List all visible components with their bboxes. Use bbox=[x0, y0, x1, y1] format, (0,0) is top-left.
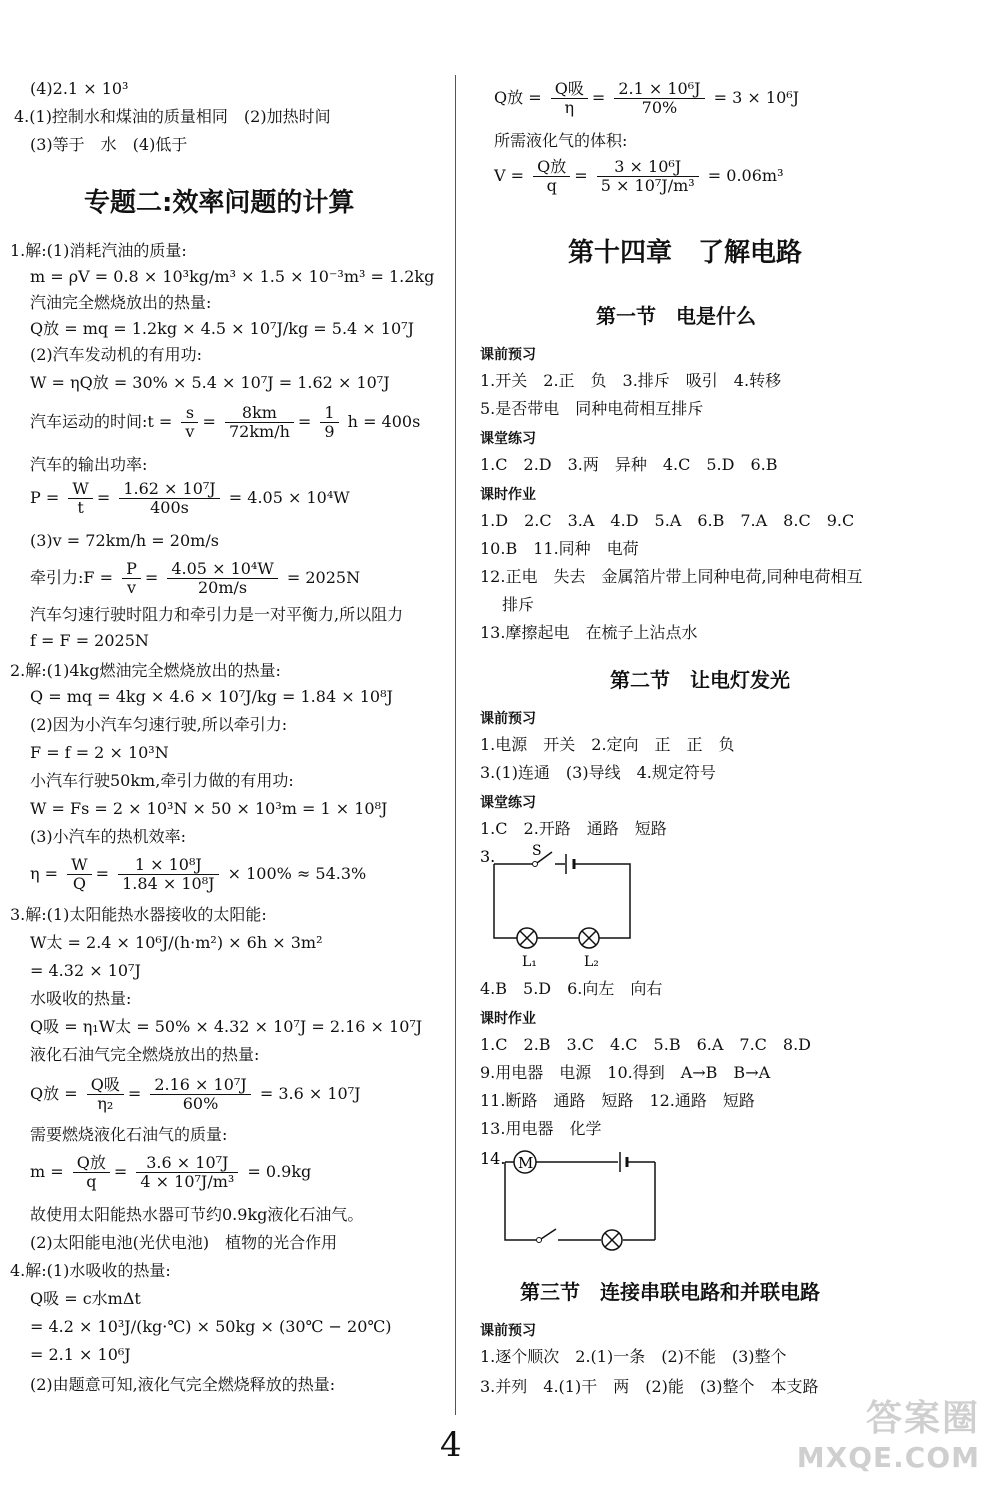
lamp-l2-icon bbox=[579, 928, 599, 948]
text-line: 1.解:(1)消耗汽油的质量: bbox=[10, 241, 187, 260]
equation-force: 牵引力:F = $\frac{P}{v}$ = $\frac{\text{4.05 × 10⁴W}}{20m/s}$ = 2025N bbox=[30, 559, 361, 597]
equation-heat-needed: Q放 = $\frac{\text{Q吸}}{\eta}$ = $\frac{\text{2.1 × 10⁶J}}{70\%}$ = 3 × 10⁶J bbox=[494, 79, 800, 117]
series-circuit-diagram bbox=[470, 842, 670, 972]
motor-circuit-diagram bbox=[470, 1144, 700, 1256]
text-line: 2.解:(1)4kg燃油完全燃烧放出的热量: bbox=[10, 661, 281, 680]
motor-icon bbox=[514, 1151, 536, 1173]
text-line: 13.用电器 化学 bbox=[480, 1119, 602, 1138]
equation-time: 汽车运动的时间:t = $\frac{s}{v}$ = $\frac{8km}{72km/h}$ = $\frac{1}{9}$ h = 400s bbox=[30, 403, 421, 441]
equation-efficiency: η = $\frac{W}{Q}$ = $\frac{\text{1 × 10⁸J}}{\text{1.84 × 10⁸J}}$ × 100% ≈ 54.3% bbox=[30, 855, 367, 893]
text-line: 小汽车行驶50km,牵引力做的有用功: bbox=[30, 771, 294, 790]
chapter-title: 第十四章 了解电路 bbox=[568, 238, 803, 268]
text-line: 所需液化气的体积: bbox=[494, 131, 628, 150]
text-line: 11.断路 通路 短路 12.通路 短路 bbox=[480, 1091, 755, 1110]
equation-heat-released: Q放 = $\frac{\text{Q吸}}{\text{η₂}}$ = $\frac{\text{2.16 × 10⁷J}}{60\%}$ = 3.6 × 10⁷J bbox=[30, 1075, 361, 1113]
wire bbox=[578, 864, 630, 938]
text-line: m = ρV = 0.8 × 10³kg/m³ × 1.5 × 10⁻³m³ = 1.2kg bbox=[30, 267, 435, 286]
sub-label: 课时作业 bbox=[480, 1011, 536, 1027]
text-line: (3)小汽车的热机效率: bbox=[30, 827, 187, 846]
text-line: W太 = 2.4 × 10⁶J/(h·m²) × 6h × 3m² bbox=[30, 933, 323, 952]
text-line: (3)等于 水 (4)低于 bbox=[30, 135, 188, 154]
switch-contact bbox=[533, 862, 538, 867]
text-line: Q = mq = 4kg × 4.6 × 10⁷J/kg = 1.84 × 10⁸J bbox=[30, 687, 393, 706]
text-line: (2)由题意可知,液化气完全燃烧释放的热量: bbox=[30, 1375, 336, 1394]
text-line: 1.电源 开关 2.定向 正 正 负 bbox=[480, 735, 735, 754]
equation-power: P = $\frac{W}{t}$ = $\frac{\text{1.62 × 10⁷J}}{400s}$ = 4.05 × 10⁴W bbox=[30, 479, 350, 517]
text-line: 12.正电 失去 金属箔片带上同种电荷,同种电荷相互 bbox=[480, 567, 863, 586]
equation-volume: V = $\frac{\text{Q放}}{q}$ = $\frac{\text{3 × 10⁶J}}{\text{5 × 10⁷J/m³}}$ = 0.06m³ bbox=[494, 157, 784, 195]
text-line: Q吸 = η₁W太 = 50% × 4.32 × 10⁷J = 2.16 × 10⁷J bbox=[30, 1017, 423, 1036]
lamp-label: L₂ bbox=[584, 954, 599, 970]
wire bbox=[494, 864, 517, 938]
text-line: 4.(1)控制水和煤油的质量相同 (2)加热时间 bbox=[14, 107, 331, 126]
watermark-text: 答案圈 bbox=[865, 1398, 980, 1439]
text-line: (2)汽车发动机的有用功: bbox=[30, 345, 203, 364]
text-line: W = ηQ放 = 30% × 5.4 × 10⁷J = 1.62 × 10⁷J bbox=[30, 373, 390, 392]
text-line: 排斥 bbox=[502, 595, 535, 614]
text-line: 4.B 5.D 6.向左 向右 bbox=[480, 979, 663, 998]
text-line: (4)2.1 × 10³ bbox=[30, 79, 129, 98]
text-line: = 4.32 × 10⁷J bbox=[30, 961, 141, 980]
text-line: 汽油完全燃烧放出的热量: bbox=[30, 293, 212, 312]
text-line: 需要燃烧液化石油气的质量: bbox=[30, 1125, 228, 1144]
switch-label: S bbox=[532, 843, 542, 859]
section-heading: 第一节 电是什么 bbox=[596, 304, 756, 328]
page-number: 4 bbox=[440, 1425, 462, 1465]
text-line: 5.是否带电 同种电荷相互排斥 bbox=[480, 399, 704, 418]
motor-label: M bbox=[518, 1154, 534, 1172]
text-line: 1.C 2.B 3.C 4.C 5.B 6.A 7.C 8.D bbox=[480, 1035, 811, 1054]
section-title: 专题二:效率问题的计算 bbox=[84, 188, 355, 218]
text-line: = 4.2 × 10³J/(kg·℃) × 50kg × (30℃ − 20℃) bbox=[30, 1317, 392, 1336]
switch-blade-icon bbox=[541, 1229, 556, 1239]
sub-label: 课堂练习 bbox=[480, 431, 536, 447]
text-line: 9.用电器 电源 10.得到 A→B B→A bbox=[480, 1063, 771, 1082]
text-line: 1.逐个顺次 2.(1)一条 (2)不能 (3)整个 bbox=[480, 1347, 787, 1366]
equation-mass: m = $\frac{\text{Q放}}{q}$ = $\frac{\text{3.6 × 10⁷J}}{\text{4 × 10⁷J/m³}}$ = 0.9kg bbox=[30, 1153, 312, 1191]
text-line: 液化石油气完全燃烧放出的热量: bbox=[30, 1045, 260, 1064]
text-line: = 2.1 × 10⁶J bbox=[30, 1345, 131, 1364]
column-divider bbox=[455, 75, 456, 1415]
section-heading: 第三节 连接串联电路和并联电路 bbox=[520, 1280, 820, 1304]
text-line: 1.C 2.D 3.两 异种 4.C 5.D 6.B bbox=[480, 455, 778, 474]
lamp-label: L₁ bbox=[522, 954, 537, 970]
text-line: 汽车的输出功率: bbox=[30, 455, 148, 474]
text-line: (2)因为小汽车匀速行驶,所以牵引力: bbox=[30, 715, 288, 734]
watermark bbox=[797, 1390, 980, 1474]
text-line: Q放 = mq = 1.2kg × 4.5 × 10⁷J/kg = 5.4 × 10⁷J bbox=[30, 319, 414, 338]
text-line: 3.(1)连通 (3)导线 4.规定符号 bbox=[480, 763, 716, 782]
text-line: W = Fs = 2 × 10³N × 50 × 10³m = 1 × 10⁸J bbox=[30, 799, 388, 818]
section-heading: 第二节 让电灯发光 bbox=[610, 668, 790, 692]
sub-label: 课时作业 bbox=[480, 487, 536, 503]
text-line: 1.开关 2.正 负 3.排斥 吸引 4.转移 bbox=[480, 371, 782, 390]
text-line: 故使用太阳能热水器可节约0.9kg液化石油气。 bbox=[30, 1205, 364, 1224]
text-line: 10.B 11.同种 电荷 bbox=[480, 539, 639, 558]
text-line: 3.并列 4.(1)干 两 (2)能 (3)整个 本支路 bbox=[480, 1377, 819, 1396]
circuit-number: 14. bbox=[480, 1149, 506, 1168]
sub-label: 课前预习 bbox=[480, 1323, 536, 1339]
lamp-l1-icon bbox=[517, 928, 537, 948]
switch-contact bbox=[537, 1238, 542, 1243]
watermark-url: MXQE.COM bbox=[796, 1441, 980, 1474]
text-line: 汽车匀速行驶时阻力和牵引力是一对平衡力,所以阻力 bbox=[30, 605, 404, 624]
sub-label: 课前预习 bbox=[480, 347, 536, 363]
text-line: 1.D 2.C 3.A 4.D 5.A 6.B 7.A 8.C 9.C bbox=[480, 511, 855, 530]
text-line: F = f = 2 × 10³N bbox=[30, 743, 169, 762]
sub-label: 课堂练习 bbox=[480, 795, 536, 811]
wire bbox=[505, 1162, 536, 1240]
sub-label: 课前预习 bbox=[480, 711, 536, 727]
text-line: 1.C 2.开路 通路 短路 bbox=[480, 819, 667, 838]
text-line: 水吸收的热量: bbox=[30, 989, 132, 1008]
text-line: 13.摩擦起电 在梳子上沾点水 bbox=[480, 623, 698, 642]
text-line: (2)太阳能电池(光伏电池) 植物的光合作用 bbox=[30, 1233, 338, 1252]
text-line: 3.解:(1)太阳能热水器接收的太阳能: bbox=[10, 905, 267, 924]
text-line: Q吸 = c水mΔt bbox=[30, 1289, 141, 1308]
text-line: (3)v = 72km/h = 20m/s bbox=[30, 531, 219, 550]
text-line: f = F = 2025N bbox=[30, 631, 149, 650]
lamp-icon bbox=[602, 1230, 622, 1250]
circuit-number: 3. bbox=[480, 847, 496, 866]
text-line: 4.解:(1)水吸收的热量: bbox=[10, 1261, 171, 1280]
